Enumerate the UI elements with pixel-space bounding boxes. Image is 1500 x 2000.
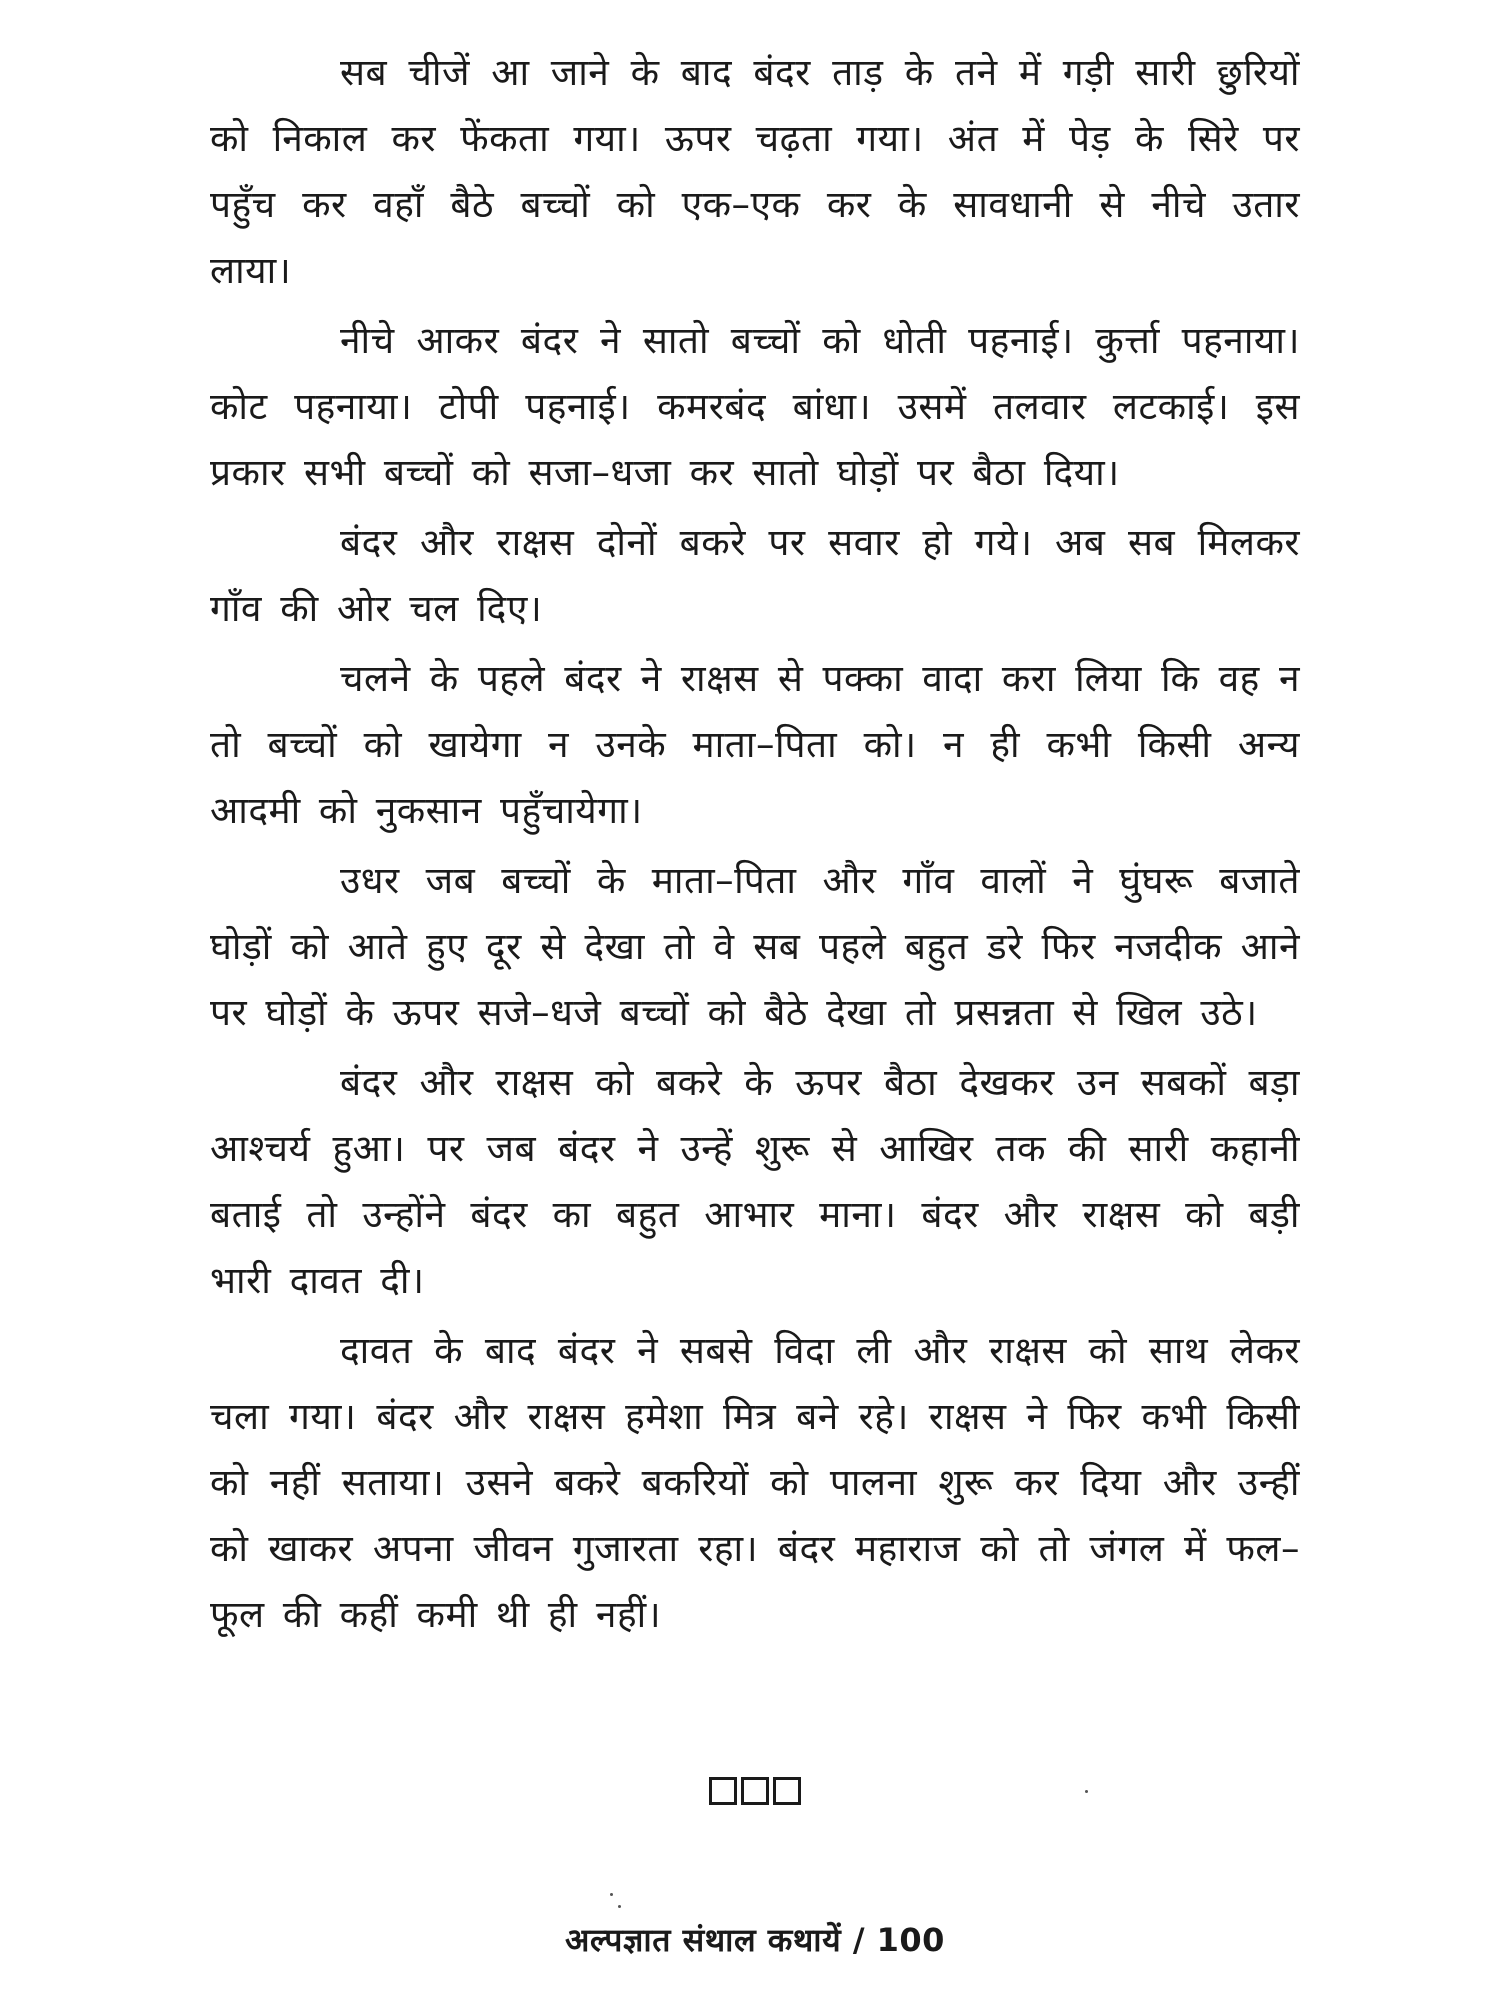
end-box-icon xyxy=(773,1777,801,1805)
chapter-end-mark xyxy=(210,1777,1300,1805)
paragraph-3: बंदर और राक्षस दोनों बकरे पर सवार हो गये। अब सब मिलकर गाँव की ओर चल दिए। xyxy=(210,521,1300,630)
paragraph-2: नीचे आकर बंदर ने सातो बच्चों को धोती पहनाई। कुर्त्ता पहनाया। कोट पहनाया। टोपी पहनाई। कमरबंद बांधा। उसमें तलवार लटकाई। इस प्रकार सभी बच्चों को सजा–धजा कर सातो घोड़ों पर बैठा दिया। xyxy=(210,319,1300,494)
paragraph-1: सब चीजें आ जाने के बाद बंदर ताड़ के तने में गड़ी सारी छुरियों को निकाल कर फेंकता गया। ऊपर चढ़ता गया। अंत में पेड़ के सिरे पर पहुँच कर वहाँ बैठे बच्चों को एक–एक कर के सावधानी से नीचे उतार लाया। xyxy=(210,51,1300,292)
paragraph-7: दावत के बाद बंदर ने सबसे विदा ली और राक्षस को साथ लेकर चला गया। बंदर और राक्षस हमेशा मित्र बने रहे। राक्षस ने फिर कभी किसी को नहीं सताया। उसने बकरे बकरियों को पालना शुरू कर दिया और उन्हीं को खाकर अपना जीवन गुजारता रहा। बंदर महाराज को तो जंगल में फल–फूल की कहीं कमी थी ही नहीं। xyxy=(210,1329,1300,1636)
end-box-icon xyxy=(741,1777,769,1805)
book-page xyxy=(210,40,1300,1960)
scan-speck xyxy=(610,1893,613,1896)
end-box-icon xyxy=(709,1777,737,1805)
footer-separator: / xyxy=(841,1921,877,1959)
scan-speck xyxy=(618,1905,621,1908)
paragraph-4: चलने के पहले बंदर ने राक्षस से पक्का वादा करा लिया कि वह न तो बच्चों को खायेगा न उनके माता–पिता को। न ही कभी किसी अन्य आदमी को नुकसान पहुँचायेगा। xyxy=(210,657,1300,832)
page-footer xyxy=(210,1918,1300,1961)
scan-speck xyxy=(1085,1790,1088,1793)
page-number: 100 xyxy=(876,1921,945,1959)
book-title: अल्पज्ञात संथाल कथायें xyxy=(565,1921,842,1959)
paragraph-5: उधर जब बच्चों के माता–पिता और गाँव वालों ने घुंघरू बजाते घोड़ों को आते हुए दूर से देखा तो वे सब पहले बहुत डरे फिर नजदीक आने पर घोड़ों के ऊपर सजे–धजे बच्चों को बैठे देखा तो प्रसन्नता से खिल उठे। xyxy=(210,859,1300,1034)
paragraph-6: बंदर और राक्षस को बकरे के ऊपर बैठा देखकर उन सबकों बड़ा आश्चर्य हुआ। पर जब बंदर ने उन्हें शुरू से आखिर तक की सारी कहानी बताई तो उन्होंने बंदर का बहुत आभार माना। बंदर और राक्षस को बड़ी भारी दावत दी। xyxy=(210,1061,1300,1302)
